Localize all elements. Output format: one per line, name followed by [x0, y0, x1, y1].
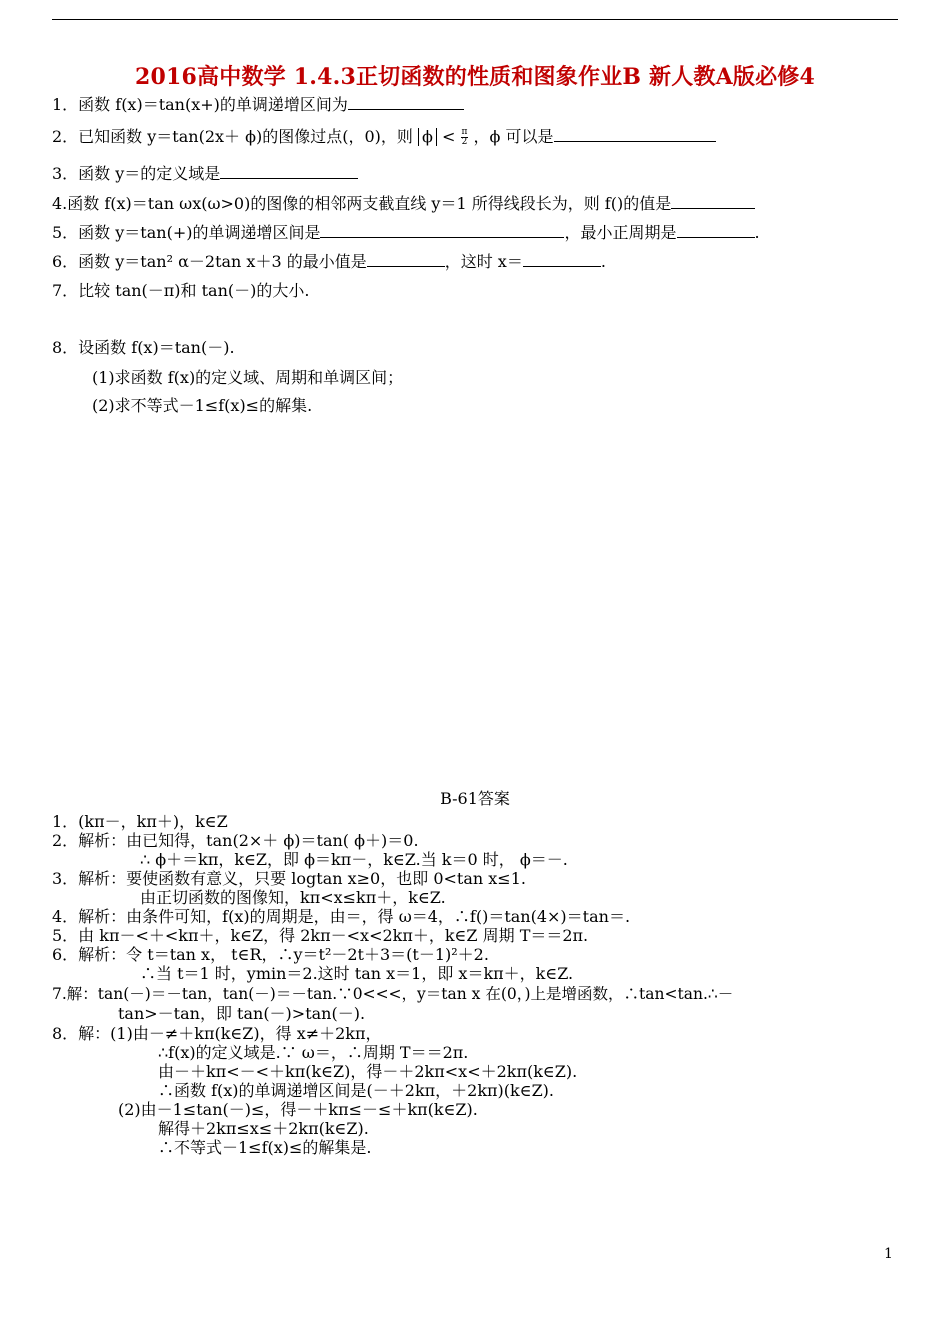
question-5: 5．函数 y＝tan(+)的单调递增区间是 ，最小正周期是 .	[52, 223, 760, 242]
answer-line: 由－＋kπ<－<＋kπ(k∈Z)，得－＋2kπ<x<＋2kπ(k∈Z).	[158, 1062, 578, 1081]
answer-blank	[220, 163, 358, 179]
question-2: 2．已知函数 y＝tan(2x＋ ϕ)的图像过点(，0)，则 ϕ < $\frac{\pi}{2}$ ，ϕ 可以是	[52, 126, 716, 147]
question-8-part-1: (1)求函数 f(x)的定义域、周期和单调区间；	[92, 368, 404, 387]
answer-line: 1．(kπ－，kπ＋)，k∈Z	[52, 812, 228, 831]
answer-line: tan>－tan，即 tan(－)>tan(－).	[118, 1004, 366, 1023]
page-number: 1	[884, 1246, 893, 1262]
answer-line: ∴f(x)的定义域是.∵ ω＝，∴周期 T＝＝2π.	[158, 1043, 469, 1062]
answer-blank	[523, 251, 601, 267]
question-8-part-2: (2)求不等式－1≤f(x)≤的解集.	[92, 396, 313, 415]
question-7: 7．比较 tan(－π)和 tan(－)的大小.	[52, 281, 310, 300]
answer-line: ∴函数 f(x)的单调递增区间是(－＋2kπ，＋2kπ)(k∈Z).	[158, 1081, 555, 1100]
fraction: $\frac{\pi}{2}$	[461, 127, 468, 147]
top-rule	[52, 19, 898, 20]
question-8: 8．设函数 f(x)＝tan(－).	[52, 338, 235, 357]
answer-line: 6．解析：令 t＝tan x， t∈R，∴y＝t²－2t＋3＝(t－1)²＋2.	[52, 945, 489, 964]
answer-line: ∴当 t＝1 时，ymin＝2.这时 tan x＝1，即 x＝kπ＋，k∈Z.	[140, 964, 574, 983]
answer-blank	[320, 222, 564, 238]
answer-line: 8．解：(1)由－≠＋kπ(k∈Z)，得 x≠＋2kπ，	[52, 1024, 382, 1043]
answer-line: 由正切函数的图像知，kπ<x≤kπ＋，k∈Z.	[140, 888, 446, 907]
answer-line: 5．由 kπ－<＋<kπ＋，k∈Z，得 2kπ－<x<2kπ＋，k∈Z 周期 T＝＝2π.	[52, 926, 589, 945]
page-title: 2016高中数学 1.4.3正切函数的性质和图象作业B 新人教A版必修4	[135, 64, 815, 90]
question-6: 6．函数 y＝tan² α－2tan x＋3 的最小值是 ，这时 x＝ .	[52, 252, 606, 271]
answer-line: 4．解析：由条件可知，f(x)的周期是，由＝，得 ω＝4，∴f()＝tan(4×)＝tan＝.	[52, 907, 631, 926]
answer-line: (2)由－1≤tan(－)≤，得－＋kπ≤－≤＋kπ(k∈Z).	[118, 1100, 478, 1119]
answer-line: ∴不等式－1≤f(x)≤的解集是.	[158, 1138, 372, 1157]
abs-value: ϕ	[418, 128, 437, 146]
answer-line: 解得＋2kπ≤x≤＋2kπ(k∈Z).	[158, 1119, 369, 1138]
question-4: 4.函数 f(x)＝tan ωx(ω>0)的图像的相邻两支截直线 y＝1 所得线段长为，则 f()的值是	[52, 193, 755, 214]
answer-line: ∴ ϕ＋＝kπ，k∈Z，即 ϕ＝kπ－，k∈Z.当 k＝0 时， ϕ＝－.	[140, 850, 568, 869]
answer-blank	[348, 94, 464, 110]
answer-blank	[367, 251, 445, 267]
answer-blank	[671, 193, 755, 209]
answers-heading: B-61答案	[440, 789, 510, 808]
answer-blank	[554, 126, 716, 142]
answer-line: 2．解析：由已知得，tan(2×＋ ϕ)＝tan( ϕ＋)＝0.	[52, 831, 419, 850]
answer-line: 7.解：tan(－)＝－tan，tan(－)＝－tan.∵0<<<，y＝tan x 在(0，)上是增函数，∴tan<tan.∴－	[52, 985, 734, 1003]
question-1: 1．函数 f(x)＝tan(x+)的单调递增区间为	[52, 94, 464, 115]
question-3: 3．函数 y＝的定义域是	[52, 163, 358, 184]
answer-line: 3．解析：要使函数有意义，只要 logtan x≥0，也即 0<tan x≤1.	[52, 869, 526, 888]
answer-blank	[677, 222, 755, 238]
